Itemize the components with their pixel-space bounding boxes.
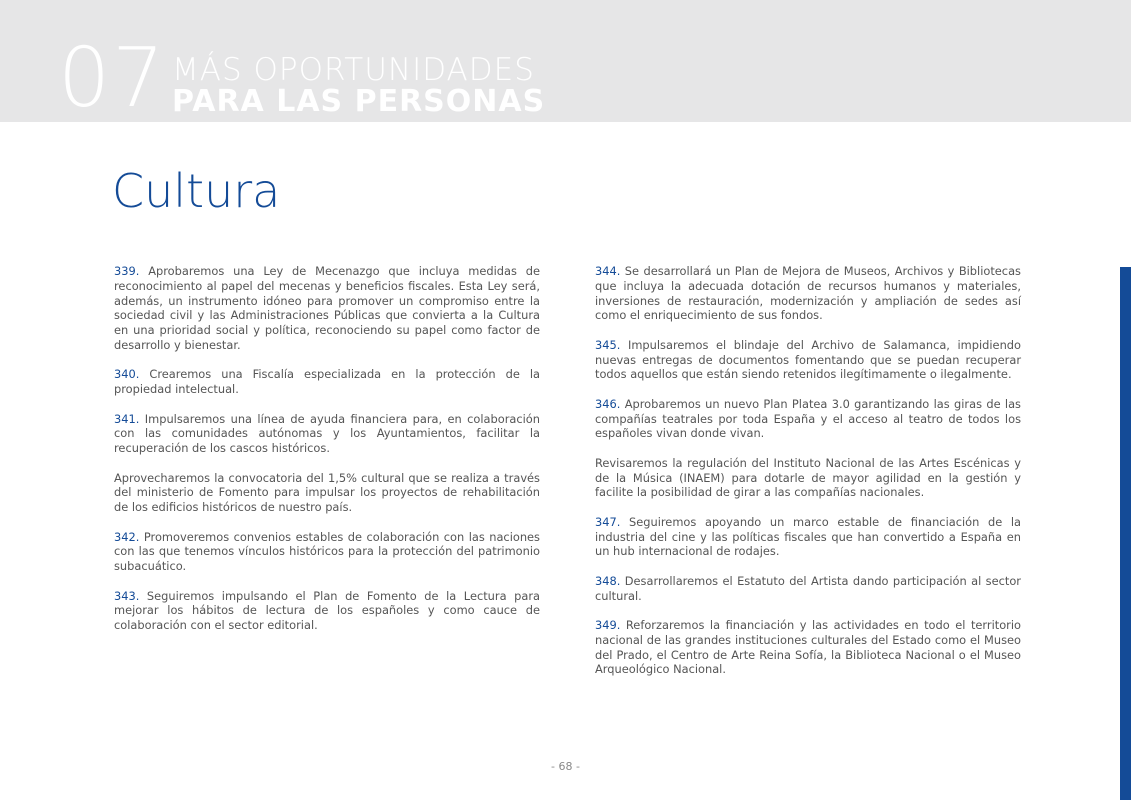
- paragraph-text: Aprobaremos una Ley de Mecenazgo que incluya medidas de reconocimiento al papel del mecenas y beneficios fiscales. Esta Ley será, además, un instrumento idóneo para promover un compromiso entre la sociedad civil y las Administraciones Públicas que convierta a la Cultura en una prioridad social y política, reconociendo su papel como factor de desarrollo y bienestar.: [114, 264, 540, 352]
- paragraph-341-continued: [114, 471, 540, 515]
- paragraph-text: Aprobaremos un nuevo Plan Platea 3.0 garantizando las giras de las compañías teatrales por toda España y el acceso al teatro de todos los españoles vivan donde vivan.: [595, 396, 1021, 441]
- paragraph-text: Reforzaremos la financiación y las actividades en todo el territorio nacional de las grandes instituciones culturales del Estado como el Museo del Prado, el Centro de Arte Reina Sofía, la Biblioteca Nacional o el Museo Arqueológico Nacional.: [595, 617, 1021, 677]
- chapter-title-line2: PARA LAS PERSONAS: [172, 84, 546, 119]
- paragraph-text: Desarrollaremos el Estatuto del Artista dando participación al sector cultural.: [595, 573, 1021, 603]
- paragraph-348: [595, 574, 1021, 604]
- paragraph-text: Seguiremos impulsando el Plan de Fomento de la Lectura para mejorar los hábitos de lectura de los españoles y como cauce de colaboración con el sector editorial.: [114, 588, 540, 633]
- item-number: 341.: [114, 411, 140, 426]
- item-number: 339.: [114, 264, 140, 278]
- item-number: 342.: [114, 529, 140, 544]
- paragraph-344: [595, 264, 1021, 323]
- paragraph-346-continued: [595, 456, 1021, 500]
- item-number: 346.: [595, 396, 621, 411]
- chapter-title-line1: MÁS OPORTUNIDADES: [172, 52, 535, 88]
- paragraph-346: [595, 397, 1021, 441]
- paragraph-text: Aprovecharemos la convocatoria del 1,5% cultural que se realiza a través del ministerio de Fomento para impulsar los proyectos de rehabilitación de los edificios históricos de nuestro país.: [114, 470, 540, 515]
- accent-side-bar: [1120, 267, 1131, 800]
- paragraph-text: Revisaremos la regulación del Instituto Nacional de las Artes Escénicas y de la Música (INAEM) para dotarle de mayor agilidad en la gestión y facilite la posibilidad de girar a las compañías nacionales.: [595, 455, 1021, 500]
- chapter-header-band: [0, 0, 1131, 126]
- item-number: 349.: [595, 617, 621, 632]
- right-text-column: [595, 264, 1021, 692]
- paragraph-text: Se desarrollará un Plan de Mejora de Museos, Archivos y Bibliotecas que incluya la adecuada dotación de recursos humanos y materiales, inversiones de restauración, modernización y ampliación de sedes así como el enriquecimiento de sus fondos.: [595, 264, 1021, 323]
- paragraph-349: [595, 618, 1021, 677]
- chapter-number: 07: [58, 31, 167, 126]
- paragraph-text: Impulsaremos el blindaje del Archivo de Salamanca, impidiendo nuevas entregas de documentos fomentando que se puedan recuperar todos aquellos que están siendo retenidos ilegítimamente o ilegalmente.: [595, 337, 1021, 382]
- item-number: 340.: [114, 367, 140, 382]
- left-text-column: [114, 264, 540, 648]
- paragraph-text: Promoveremos convenios estables de colaboración con las naciones con las que tenemos vínculos históricos para la protección del patrimonio subacuático.: [114, 529, 540, 574]
- paragraph-text: Seguiremos apoyando un marco estable de financiación de la industria del cine y las políticas fiscales que han convertido a España en un hub internacional de rodajes.: [595, 514, 1021, 559]
- paragraph-339: [114, 264, 540, 353]
- item-number: 348.: [595, 573, 621, 588]
- paragraph-text: Crearemos una Fiscalía especializada en la protección de la propiedad intelectual.: [114, 367, 540, 397]
- page-number: - 68 -: [551, 760, 580, 773]
- paragraph-341: [114, 412, 540, 456]
- paragraph-345: [595, 338, 1021, 382]
- paragraph-347: [595, 515, 1021, 559]
- paragraph-342: [114, 530, 540, 574]
- item-number: 343.: [114, 588, 140, 603]
- paragraph-340: [114, 367, 540, 397]
- item-number: 344.: [595, 264, 621, 278]
- paragraph-343: [114, 589, 540, 633]
- item-number: 347.: [595, 514, 621, 529]
- item-number: 345.: [595, 337, 621, 352]
- paragraph-text: Impulsaremos una línea de ayuda financiera para, en colaboración con las comunidades autónomas y los Ayuntamientos, facilitar la recuperación de los cascos históricos.: [114, 411, 540, 456]
- section-title: Cultura: [112, 164, 281, 218]
